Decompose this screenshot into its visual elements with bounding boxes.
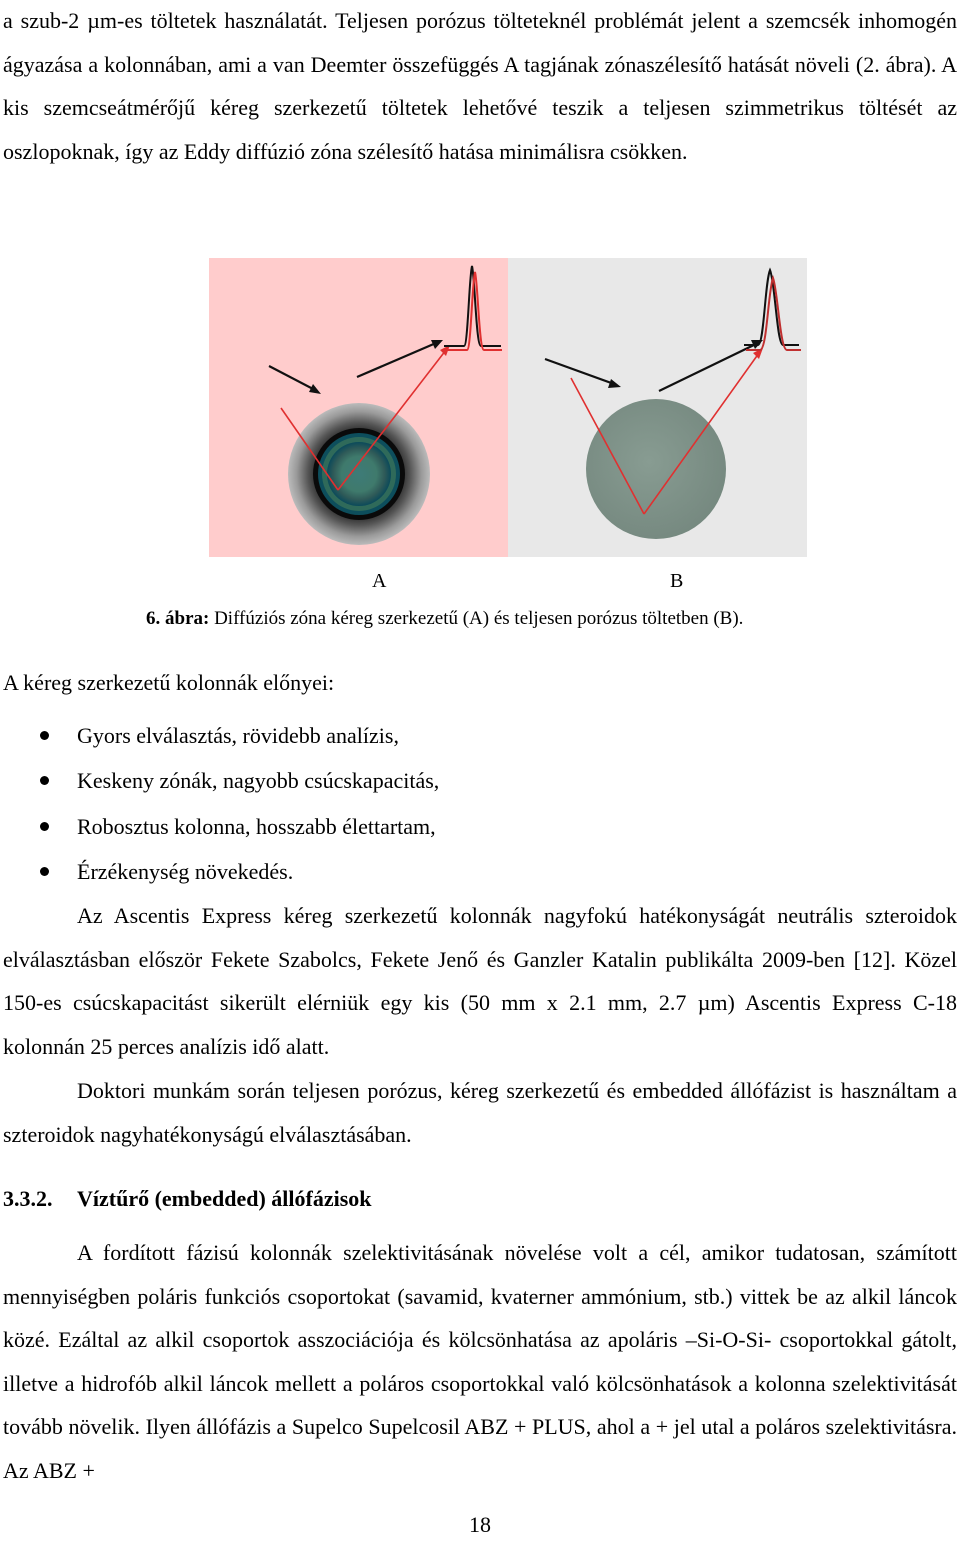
section-heading bbox=[3, 1186, 372, 1212]
list-item: Keskeny zónák, nagyobb csúcskapacitás, bbox=[0, 761, 439, 806]
list-item: Érzékenység növekedés. bbox=[0, 852, 439, 897]
bullet-icon bbox=[40, 731, 49, 740]
figure-label-a: A bbox=[372, 570, 387, 592]
advantages-list bbox=[0, 716, 439, 897]
figure-diffusion-zone bbox=[209, 258, 807, 557]
bullet-icon bbox=[40, 776, 49, 785]
advantages-title: A kéreg szerkezetű kolonnák előnyei: bbox=[3, 670, 335, 695]
paragraph-embedded: A fordított fázisú kolonnák szelektivitásának növelése volt a cél, amikor tudatosan, számított mennyiségben poláris funkciós csoportokat (savamid, kvaterner ammónium, stb.) vittek be az alkil láncok közé. Ezáltal az alkil csoportok asszociációja és kölcsönhatása az apoláris –Si-O-Si- csoportokkal gátolt, illetve a hidrofób alkil láncok mellett a poláros csoportokkal való kölcsönhatások a kolonna szelektivitását tovább növelik. Ilyen állófázis a Supelco Supelcosil ABZ + PLUS, ahol a + jel utal a poláros szelektivitásra. Az ABZ + bbox=[3, 1240, 957, 1483]
fully-porous-particle bbox=[586, 399, 726, 539]
paragraph-ascentis: Az Ascentis Express kéreg szerkezetű kolonnák nagyfokú hatékonyságát neutrális szteroidok elválasztásban először Fekete Szabolcs, Fekete Jenő és Ganzler Katalin publikálta 2009-ben [12]. Közel 150-es csúcskapacitást sikerült elérniük egy kis (50 mm x 2.1 mm, 2.7 µm) Ascentis Express C-18 kolonnán 25 perces analízis idő alatt. bbox=[3, 903, 957, 1059]
core-shell-particle bbox=[288, 403, 430, 545]
list-item: Robosztus kolonna, hosszabb élettartam, bbox=[0, 807, 439, 852]
figure-caption bbox=[146, 608, 743, 630]
paragraph-doktori: Doktori munkám során teljesen porózus, kéreg szerkezetű és embedded állófázist is használtam a szteroidok nagyhatékonyságú elválasztásában. bbox=[3, 1078, 957, 1147]
paragraph-intro: a szub-2 µm-es töltetek használatát. Teljesen porózus tölteteknél problémát jelent a szemcsék inhomogén ágyazása a kolonnában, ami a van Deemter összefüggés A tagjának zónaszélesítő hatását növeli (2. ábra). A kis szemcseátmérőjű kéreg szerkezetű töltetek lehetővé teszik a teljesen szimmetrikus töltését az oszlopoknak, így az Eddy diffúzió zóna szélesítő hatása minimálisra csökken. bbox=[3, 8, 957, 164]
figure-caption-number: 6. ábra: bbox=[146, 608, 210, 629]
figure-illustration bbox=[209, 258, 807, 557]
bullet-icon bbox=[40, 867, 49, 876]
figure-caption-text: Diffúziós zóna kéreg szerkezetű (A) és teljesen porózus töltetben (B). bbox=[209, 608, 744, 629]
section-title: Víztűrő (embedded) állófázisok bbox=[77, 1186, 372, 1211]
figure-label-b: B bbox=[670, 570, 684, 592]
list-item: Gyors elválasztás, rövidebb analízis, bbox=[0, 716, 439, 761]
bullet-icon bbox=[40, 822, 49, 831]
page-number: 18 bbox=[469, 1512, 491, 1537]
section-number: 3.3.2. bbox=[3, 1186, 53, 1211]
